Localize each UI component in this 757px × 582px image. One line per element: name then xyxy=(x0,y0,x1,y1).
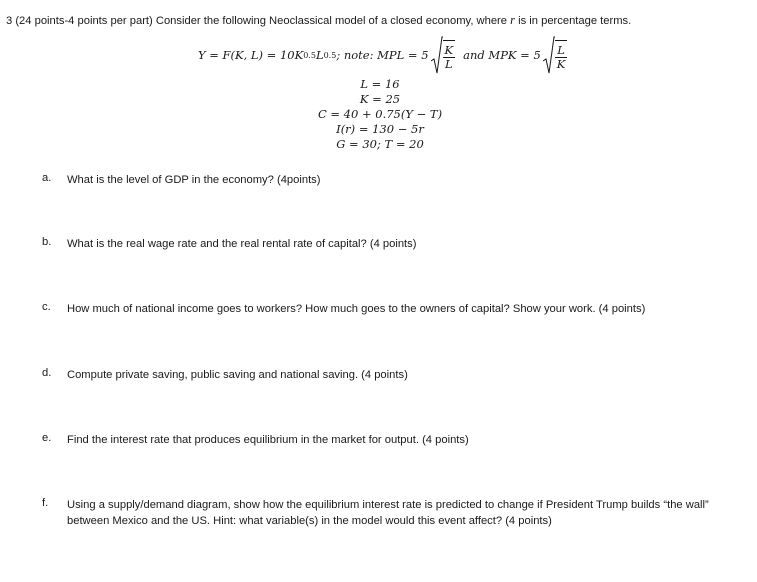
sqrt-radical-icon xyxy=(543,36,555,74)
question-letter: c. xyxy=(42,301,51,313)
param-capital: K = 25 xyxy=(359,92,401,106)
question-text: Compute private saving, public saving and national saving. (4 points) xyxy=(67,369,408,381)
mpl-fraction xyxy=(443,40,456,71)
question-text: What is the level of GDP in the economy? (4points) xyxy=(67,174,321,186)
production-function-equation xyxy=(198,35,570,75)
mpl-numerator: K xyxy=(444,42,454,57)
problem-intro xyxy=(6,13,631,28)
param-government: G = 30; T = 20 xyxy=(336,137,424,151)
mpk-denominator: K xyxy=(556,56,566,71)
mpl-sqrt xyxy=(431,36,459,74)
question-letter: f. xyxy=(42,497,49,509)
mpl-denominator: L xyxy=(445,56,453,71)
model-parameters xyxy=(300,77,460,152)
mpl-note: ; note: MPL = 5 xyxy=(336,48,429,62)
question-text: Using a supply/demand diagram, show how the equilibrium interest rate is predicted to change if President Trump builds “the wall” between Mexico and the US. Hint: what variable(s) in the model would this event affect? (4 points) xyxy=(67,499,709,527)
mpk-note: and MPK = 5 xyxy=(463,48,541,62)
intro-variable-r: r xyxy=(510,13,515,27)
mpk-numerator: L xyxy=(557,42,565,57)
question-letter: d. xyxy=(42,367,52,379)
mpk-sqrt xyxy=(543,36,571,74)
l-exponent: 0.5 xyxy=(323,50,337,60)
question-text: What is the real wage rate and the real rental rate of capital? (4 points) xyxy=(67,238,417,250)
question-text: Find the interest rate that produces equilibrium in the market for output. (4 points) xyxy=(67,434,469,446)
intro-text-end: is in percentage terms. xyxy=(514,15,632,27)
l-base: L xyxy=(315,48,324,62)
k-exponent: 0.5 xyxy=(303,50,316,60)
param-consumption: C = 40 + 0.75(Y − T) xyxy=(317,107,443,121)
question-letter: b. xyxy=(42,236,52,248)
intro-text-start: 3 (24 points-4 points per part) Consider the following Neoclassical model of a closed economy, where xyxy=(6,15,511,27)
param-labor: L = 16 xyxy=(360,77,400,91)
question-text: How much of national income goes to workers? How much goes to the owners of capital? Show your work. (4 points) xyxy=(67,303,646,315)
mpk-fraction xyxy=(555,40,568,71)
param-investment: I(r) = 130 − 5r xyxy=(336,122,424,136)
question-letter: a. xyxy=(42,172,52,184)
sqrt-radical-icon xyxy=(431,36,443,74)
question-letter: e. xyxy=(42,432,52,444)
production-lhs: Y = F(K, L) = 10K xyxy=(198,48,304,62)
